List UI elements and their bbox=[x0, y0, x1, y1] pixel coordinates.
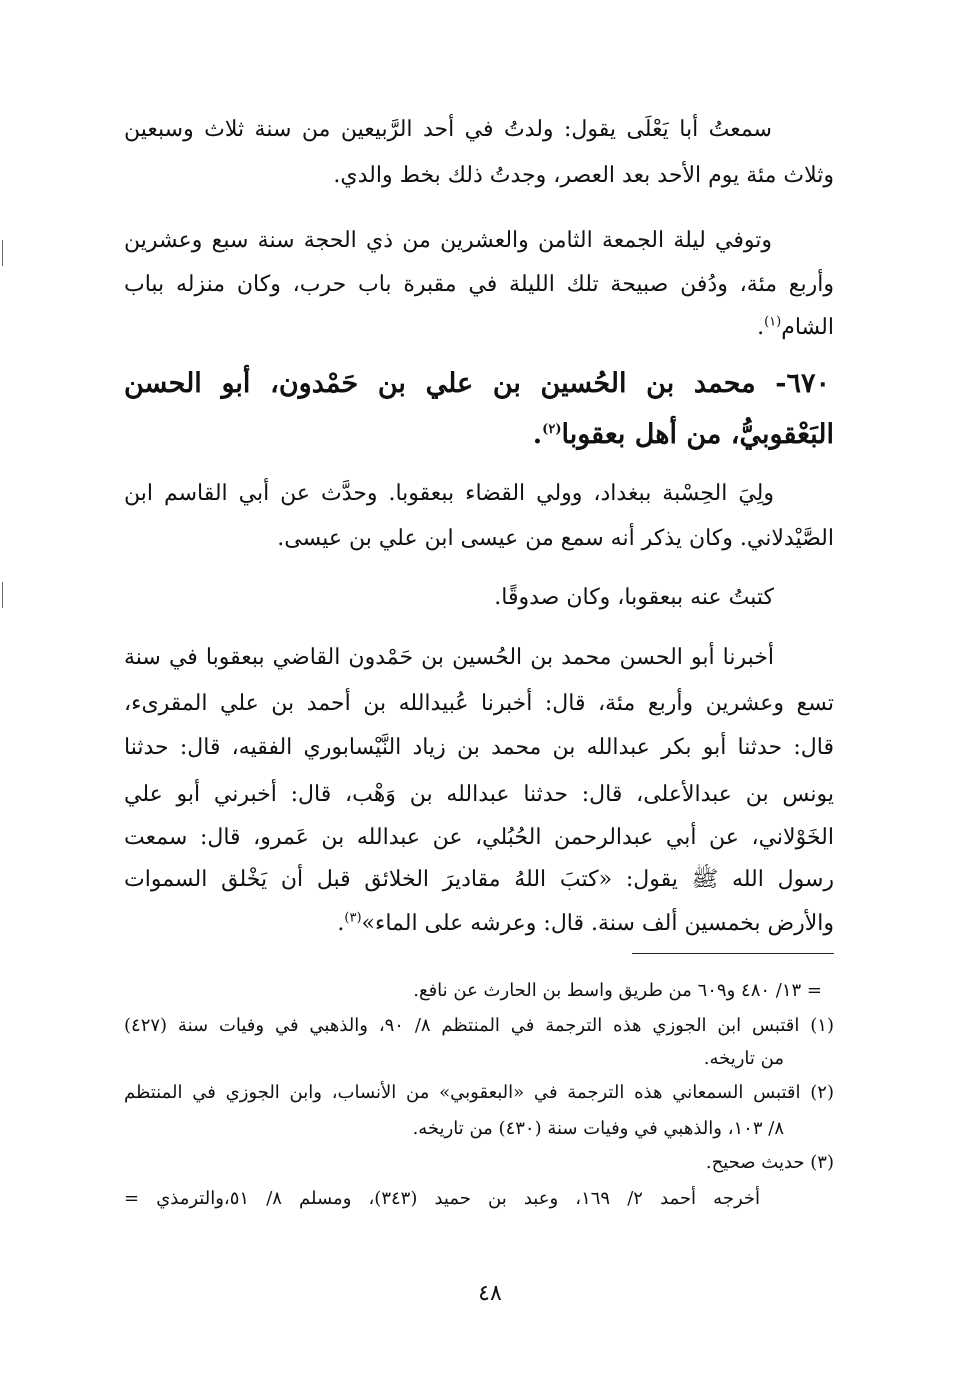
paragraph-line: أخبرنا أبو الحسن محمد بن الحُسين بن حَمْدون القاضي ببعقوبا في سنة bbox=[124, 645, 774, 670]
footnote-line: (١) اقتبس ابن الجوزي هذه الترجمة في المنتظم ٨/ ٩٠، والذهبي في وفيات سنة (٤٢٧) bbox=[124, 1015, 834, 1036]
footnote-line: ٨/ ١٠٣، والذهبي في وفيات سنة (٤٣٠) من تاريخه. bbox=[412, 1118, 784, 1139]
paragraph-line: يونس بن عبدالأعلى، قال: حدثنا عبدالله بن وَهْب، قال: أخبرني أبو علي bbox=[124, 782, 834, 807]
paragraph-line: الخَوْلاني، عن أبي عبدالرحمن الحُبُلي، عن عبدالله بن عَمرو، قال: سمعت bbox=[124, 825, 834, 850]
paragraph-line: الصَّيْدلاني. وكان يذكر أنه سمع من عيسى ابن علي بن عيسى. bbox=[277, 526, 834, 551]
paragraph-line: سمعتُ أبا يَعْلَى يقول: ولدتُ في أحد الرَّبيعين من سنة ثلاث وسبعين bbox=[124, 117, 772, 142]
footnotes bbox=[124, 0, 834, 1240]
paragraph-line: وأربع مئة، ودُفن صبيحة تلك الليلة في مقبرة باب حرب، وكان منزله بباب bbox=[124, 272, 834, 297]
footnote-ref[interactable]: (٣) bbox=[344, 910, 362, 926]
paragraph-line: وتوفي ليلة الجمعة الثامن والعشرين من ذي الحجة سنة سبع وعشرين bbox=[124, 228, 772, 253]
paragraph-line: رسول الله ﷺ يقول: «كتبَ اللهُ مقاديرَ الخلائق قبل أن يَخْلق السموات bbox=[124, 867, 834, 892]
left-margin-mark bbox=[2, 240, 3, 266]
paragraph-line: تسع وعشرين وأربع مئة، قال: أخبرنا عُبيدالله بن أحمد بن علي المقرىء، bbox=[124, 691, 834, 716]
footnote-line: = ١٣/ ٤٨٠ و٦٠٩ من طريق واسط بن الحارث عن نافع. bbox=[413, 980, 822, 1001]
paragraph-text: . bbox=[337, 911, 345, 936]
footnote-line: (٣) حديث صحيح. bbox=[705, 1152, 834, 1173]
left-margin-mark bbox=[2, 582, 3, 608]
paragraph-line: ولِيَ الحِسْبة ببغداد، وولي القضاء ببعقوبا. وحدَّث عن أبي القاسم ابن bbox=[124, 481, 774, 506]
paragraph-line: قال: حدثنا أبو بكر عبدالله بن محمد بن زياد النَّيْسابوري الفقيه، قال: حدثنا bbox=[124, 735, 834, 760]
heading-text: البَعْقوبيُّ، من أهل بعقوبا bbox=[561, 419, 834, 450]
entry-heading: ٦٧٠- محمد بن الحُسين بن علي بن حَمْدون، أبو الحسن bbox=[124, 368, 830, 399]
page-number: ٤٨ bbox=[478, 1281, 502, 1306]
paragraph-line: وثلاث مئة يوم الأحد بعد العصر، وجدتُ ذلك بخط والدي. bbox=[333, 163, 834, 188]
footnote-line: (٢) اقتبس السمعاني هذه الترجمة في «البعقوبي» من الأنساب، وابن الجوزي في المنتظم bbox=[124, 1082, 834, 1103]
paragraph-text: والأرض بخمسين ألف سنة. قال: وعرشه على الماء» bbox=[361, 911, 834, 936]
footnote-ref[interactable]: (١) bbox=[764, 314, 782, 330]
paragraph-line: كتبتُ عنه ببعقوبا، وكان صدوقًا. bbox=[494, 585, 774, 610]
heading-text: . bbox=[532, 419, 543, 450]
paragraph-text: . bbox=[757, 315, 765, 340]
footnote-line: أخرجه أحمد ٢/ ١٦٩، وعبد بن حميد (٣٤٣)، ومسلم ٨/ ٥١،والترمذي = bbox=[124, 1188, 760, 1209]
footnote-ref[interactable]: (٢) bbox=[542, 422, 562, 437]
paragraph-text: الشام bbox=[781, 315, 834, 340]
footnote-line: من تاريخه. bbox=[703, 1048, 784, 1069]
